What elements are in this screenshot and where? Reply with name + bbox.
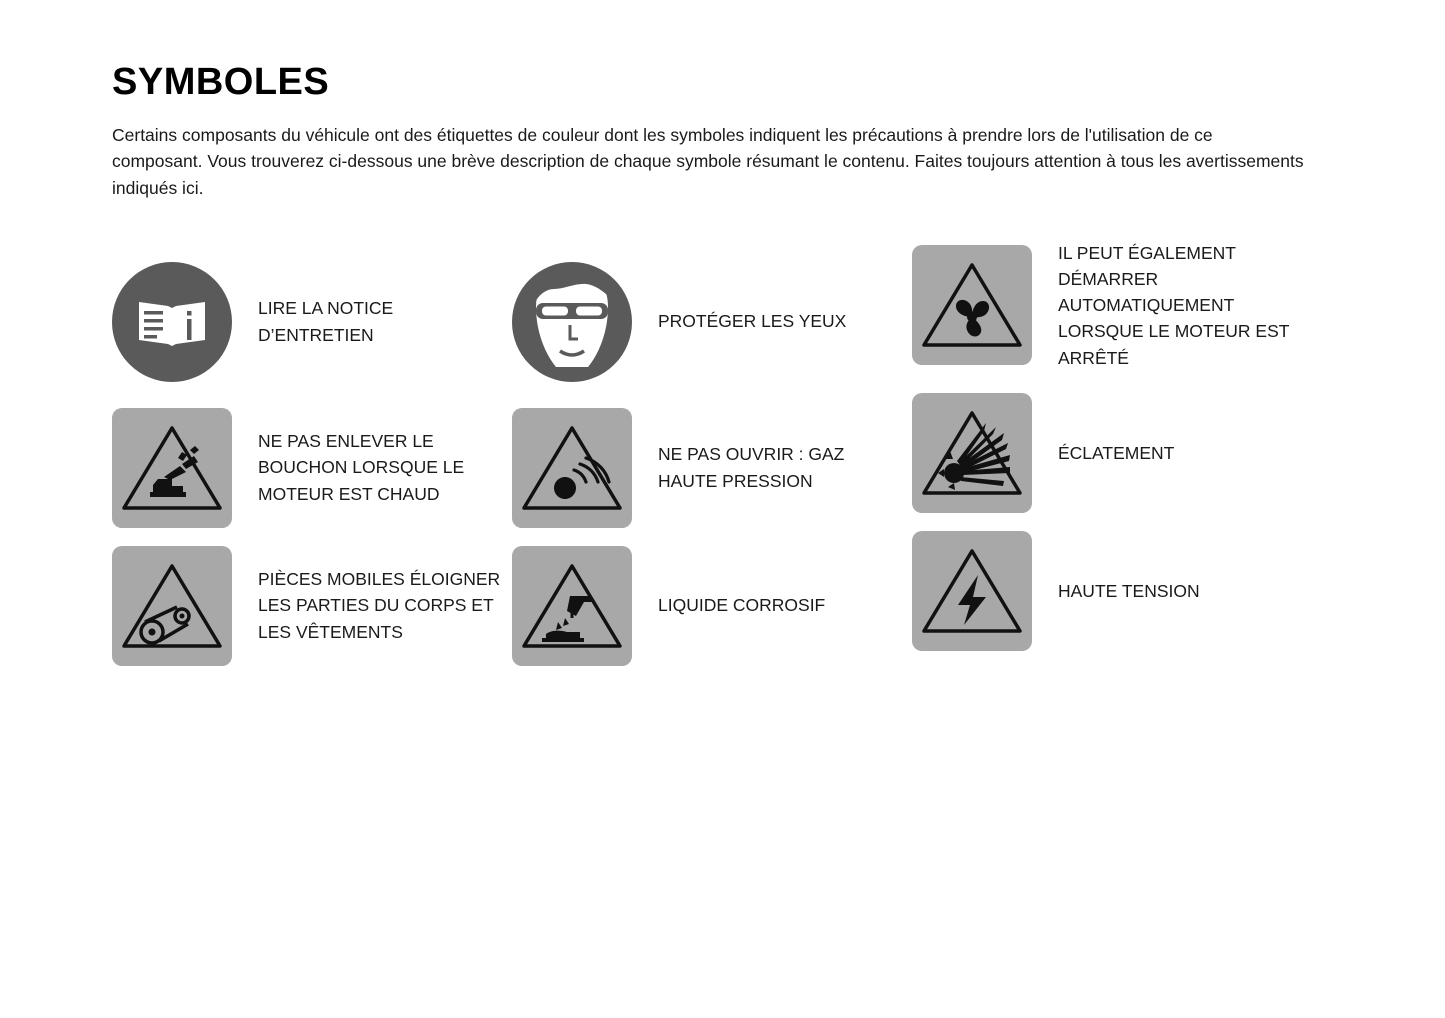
symbol-item [912, 531, 1327, 651]
symbol-caption: PROTÉGER LES YEUX [658, 311, 847, 332]
symbols-column-2 [512, 240, 912, 680]
symbols-column-1 [112, 240, 512, 680]
symbol-caption: HAUTE TENSION [1058, 580, 1200, 601]
high-voltage-warning-icon [912, 531, 1032, 651]
symbol-caption: PIÈCES MOBILES ÉLOIGNER LES PARTIES DU CORPS ET LES VÊTEMENTS [258, 569, 501, 642]
read-service-manual-icon [112, 262, 232, 382]
symbol-caption: NE PAS OUVRIR : GAZ HAUTE PRESSION [658, 444, 845, 491]
symbol-item [112, 262, 512, 382]
symbols-column-3 [912, 240, 1327, 665]
symbol-caption: IL PEUT ÉGALEMENT DÉMARRER AUTOMATIQUEMENT LORSQUE LE MOTEUR EST ARRÊTÉ [1058, 242, 1290, 368]
symbol-item [112, 408, 512, 528]
page-title: SYMBOLES [112, 61, 330, 103]
eye-protection-icon [512, 262, 632, 382]
symbol-caption: NE PAS ENLEVER LE BOUCHON LORSQUE LE MOTEUR EST CHAUD [258, 431, 465, 504]
symbol-item [912, 393, 1327, 513]
hot-coolant-cap-warning-icon [112, 408, 232, 528]
high-pressure-gas-warning-icon [512, 408, 632, 528]
moving-parts-belt-warning-icon [112, 546, 232, 666]
symbol-item [912, 240, 1327, 371]
symbol-item [112, 546, 512, 666]
automatic-fan-start-warning-icon [912, 245, 1032, 365]
symbol-caption: LIQUIDE CORROSIF [658, 595, 826, 616]
corrosive-liquid-warning-icon [512, 546, 632, 666]
symbol-caption: LIRE LA NOTICE D’ENTRETIEN [258, 298, 394, 345]
intro-paragraph: Certains composants du véhicule ont des étiquettes de couleur dont les symboles indiquent les précautions à prendre lors de l'utilisation de ce composant. Vous trouverez ci-dessous une brève description de chaque symbole résumant le contenu. Faites toujours attention à tous les avertissements indiqués ici. [112, 124, 1304, 198]
symbol-item [512, 262, 912, 382]
symbol-item [512, 546, 912, 666]
explosion-burst-warning-icon [912, 393, 1032, 513]
symbol-item [512, 408, 912, 528]
symbols-grid [112, 240, 1327, 680]
symbol-caption: ÉCLATEMENT [1058, 442, 1175, 463]
symbols-columns [112, 240, 1327, 680]
